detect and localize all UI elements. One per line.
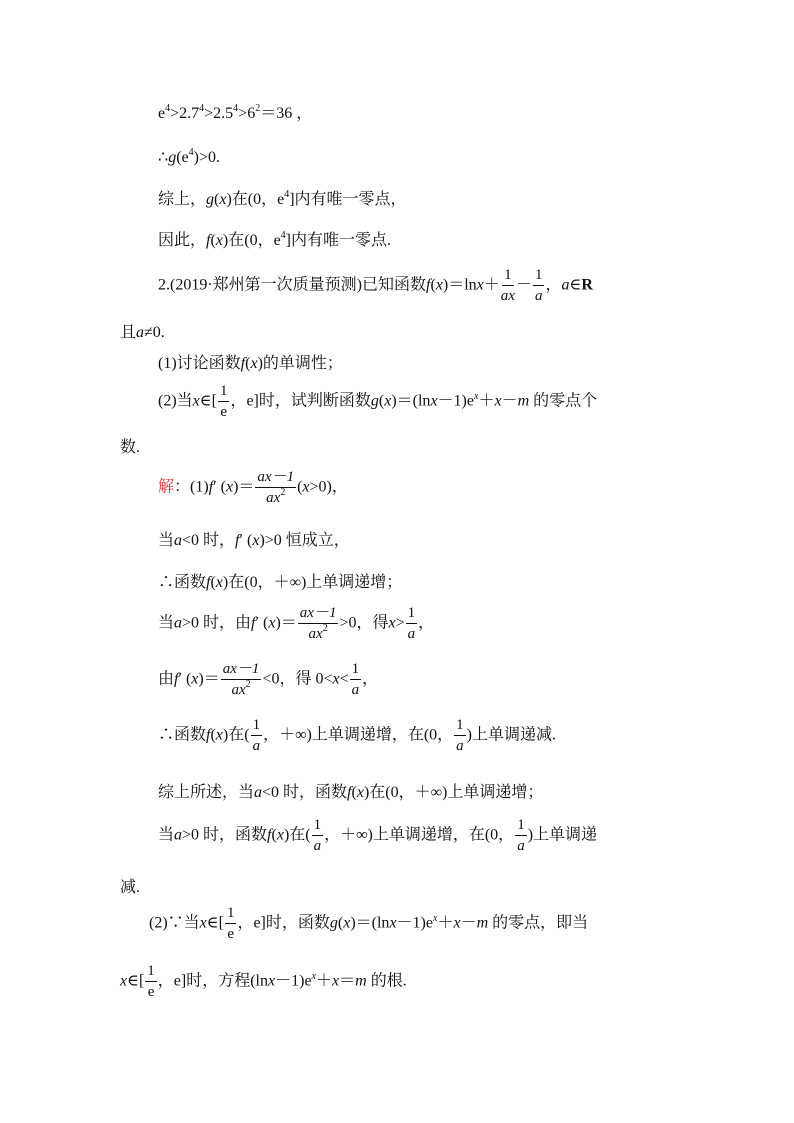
text-run: a: [136, 324, 145, 341]
text-run: )在(0，e: [222, 232, 281, 249]
text-run: ax: [500, 288, 515, 304]
text-run: f: [208, 478, 214, 496]
text-run: f: [206, 232, 211, 249]
text-run: ，: [545, 276, 562, 294]
text-run: a: [407, 626, 416, 642]
text-run: )上单调递减.: [466, 726, 556, 744]
text-run: x: [388, 614, 396, 632]
text-run: 数.: [120, 439, 141, 456]
text-run: 由: [158, 670, 175, 688]
text-run: 2: [255, 103, 261, 114]
text-run: x: [389, 914, 397, 932]
text-run: x: [225, 478, 234, 496]
text-run: x: [384, 392, 392, 410]
text-run: x: [343, 914, 351, 932]
text-run: －1)e: [396, 914, 433, 932]
text-run: e: [158, 105, 166, 122]
text-run: 2.(2019·郑州第一次质量预测)已知函数: [158, 276, 426, 294]
text-run: x: [494, 392, 502, 410]
text-run: )>0 恒成立，: [259, 532, 350, 549]
text-run: x: [302, 478, 310, 496]
solution-line-1: [158, 470, 348, 506]
fraction: [312, 818, 324, 854]
text-run: x: [268, 972, 276, 990]
text-line-3: [158, 189, 407, 208]
text-run: ，＋∞)上单调递增，在(0，: [324, 826, 515, 844]
text-run: x: [435, 276, 443, 294]
text-run: g: [168, 149, 177, 166]
text-run: 的根.: [366, 972, 407, 990]
text-run: >0 时，函数: [182, 826, 268, 844]
solution-line-8: [158, 818, 597, 854]
text-line-9: [120, 440, 140, 456]
text-run: x: [215, 232, 223, 249]
text-run: x: [276, 826, 284, 844]
text-run: )在(: [283, 826, 311, 844]
text-run: )＝: [275, 614, 297, 632]
text-run: 4: [284, 189, 290, 200]
text-run: ＋: [478, 392, 495, 410]
text-run: ，e]时，函数: [237, 914, 330, 932]
fraction: [501, 268, 515, 304]
text-run: )＝: [233, 478, 255, 496]
text-run: x: [219, 191, 227, 208]
text-run: 2: [322, 623, 328, 634]
text-run: 4: [199, 103, 205, 114]
fraction: [251, 718, 263, 754]
text-run: >0)，: [309, 478, 348, 496]
text-run: a: [456, 738, 464, 754]
text-run: x: [268, 614, 276, 632]
text-run: x: [476, 276, 484, 294]
text-run: <0，得 0<: [262, 670, 333, 688]
text-run: ＝: [339, 972, 356, 990]
text-run: ∴函数: [158, 726, 207, 744]
text-run: 2: [280, 487, 286, 498]
text-run: f: [235, 532, 240, 549]
text-run: 的零点个: [529, 392, 598, 410]
text-run: f: [426, 276, 431, 294]
text-run: x: [453, 914, 461, 932]
text-run: 4: [233, 103, 239, 114]
text-run: 1: [515, 818, 527, 836]
problem-2-heading: [158, 268, 593, 304]
text-run: )＝(ln: [350, 914, 390, 932]
text-line-7: [158, 356, 343, 372]
text-run: f: [347, 784, 352, 801]
text-run: 1: [454, 718, 466, 736]
fraction: [221, 662, 262, 698]
text-run: 且: [120, 324, 137, 341]
text-run: (e: [176, 149, 189, 166]
text-run: )在(0，e: [226, 191, 285, 208]
text-run: )＝ln: [442, 276, 477, 294]
text-run: x: [215, 574, 223, 591]
text-run: ax: [266, 490, 281, 506]
text-run: a: [254, 784, 263, 801]
text-run: (2)当: [158, 392, 193, 410]
text-run: ，e]时，方程(ln: [157, 972, 268, 990]
text-run: 当: [158, 826, 175, 844]
text-run: a: [252, 738, 261, 754]
text-run: g: [370, 392, 379, 410]
text-run: 1: [533, 268, 545, 286]
text-run: e: [227, 926, 235, 942]
text-run: x: [311, 970, 316, 982]
text-run: >2.5: [204, 105, 234, 122]
text-line-6: [120, 325, 165, 341]
text-line-2: [158, 147, 220, 166]
text-run: x: [332, 972, 340, 990]
solution-line-6: [158, 718, 556, 754]
text-run: f: [251, 614, 256, 632]
text-run: 1: [406, 606, 418, 624]
text-run: 综上所述，当: [158, 784, 255, 801]
text-run: ax: [308, 626, 323, 642]
text-run: x: [356, 784, 364, 801]
text-run: (: [337, 914, 344, 932]
text-run: a: [517, 838, 525, 854]
text-run: >0 时，由: [182, 614, 252, 632]
text-run: 综上，: [158, 191, 207, 208]
text-run: )在(0，＋∞)上单调递增；: [222, 574, 403, 591]
text-run: ]内有唯一零点.: [285, 232, 392, 249]
text-run: <0 时，: [182, 532, 236, 549]
fraction: [454, 718, 466, 754]
text-run: ：(1): [174, 478, 209, 496]
text-run: m: [517, 392, 530, 410]
text-run: 的零点，即当: [488, 914, 589, 932]
text-run: 1: [350, 662, 362, 680]
text-run: >: [395, 614, 405, 632]
text-run: x: [199, 914, 207, 932]
text-run: ＋: [437, 914, 454, 932]
text-run: f: [206, 726, 211, 744]
text-run: 因此，: [158, 232, 207, 249]
text-run: ax: [231, 682, 246, 698]
fraction: [145, 964, 157, 1000]
text-run: )上单调递: [527, 826, 598, 844]
text-run: (: [214, 191, 220, 208]
text-run: 1: [502, 268, 514, 286]
text-run: －: [460, 914, 477, 932]
text-run: <0 时，函数: [262, 784, 348, 801]
text-run: m: [476, 914, 489, 932]
text-run: －: [515, 276, 532, 294]
text-run: >0，得: [339, 614, 389, 632]
text-run: 2: [245, 679, 251, 690]
text-run: g: [329, 914, 338, 932]
text-run: 1: [218, 384, 230, 402]
fraction: [218, 384, 230, 420]
text-run: (: [430, 276, 436, 294]
solution-line-3: [158, 575, 402, 591]
text-run: －1)e: [275, 972, 312, 990]
text-run: ∈[: [199, 392, 217, 410]
solution-line-9: [120, 880, 140, 896]
solution-label: 解: [158, 478, 175, 496]
text-run: (: [351, 784, 357, 801]
text-run: ∴: [158, 149, 169, 166]
solution-line-11: [120, 964, 407, 1000]
text-run: x: [430, 392, 438, 410]
text-run: －: [501, 392, 518, 410]
text-run: (: [210, 232, 216, 249]
text-run: a: [561, 276, 570, 294]
text-run: ，＋∞)上单调递增，在(0，: [263, 726, 454, 744]
text-run: 当: [158, 532, 175, 549]
text-run: ，: [418, 614, 435, 632]
text-run: m: [355, 972, 367, 990]
text-run: x: [473, 390, 479, 402]
text-run: )的单调性；: [257, 355, 343, 372]
text-run: ∈[: [206, 914, 224, 932]
text-run: 1: [225, 906, 237, 924]
text-run: (1)讨论函数: [158, 355, 241, 372]
text-run: 减.: [120, 879, 141, 896]
fraction: [515, 818, 527, 854]
text-run: ∈: [569, 276, 582, 294]
text-run: ≠0.: [144, 324, 165, 341]
text-run: x: [250, 355, 258, 372]
text-run: a: [174, 826, 183, 844]
text-run: f: [206, 574, 211, 591]
text-run: (: [297, 478, 303, 496]
text-run: ax－1: [255, 470, 296, 488]
text-run: ＋: [316, 972, 333, 990]
text-run: ，: [362, 670, 379, 688]
text-run: 4: [165, 103, 171, 114]
solution-line-7: [158, 785, 543, 801]
solution-line-2: [158, 533, 350, 549]
text-run: ′ (: [178, 670, 192, 688]
fraction: [533, 268, 545, 304]
text-run: e: [147, 984, 155, 1000]
text-line-4: [158, 230, 392, 249]
text-run: (: [271, 826, 277, 844]
text-run: )>0.: [193, 149, 220, 166]
text-run: )在(0，＋∞)上单调递增；: [363, 784, 544, 801]
text-line-8: [158, 384, 597, 420]
text-run: (2)∵当: [149, 914, 200, 932]
text-run: )在(: [222, 726, 250, 744]
fraction: [350, 662, 362, 698]
fraction: [225, 906, 237, 942]
text-run: >2.7: [170, 105, 200, 122]
text-run: x: [252, 532, 260, 549]
text-run: (: [378, 392, 385, 410]
text-run: ∴函数: [158, 574, 207, 591]
text-run: R: [581, 276, 593, 294]
text-run: x: [192, 392, 200, 410]
text-run: 1: [145, 964, 157, 982]
text-run: f: [267, 826, 272, 844]
text-run: f: [240, 355, 246, 372]
text-run: a: [174, 532, 183, 549]
text-line-1: [158, 103, 313, 122]
text-run: ，e]时，试判断函数: [230, 392, 371, 410]
text-run: x: [332, 670, 340, 688]
fraction: [255, 470, 296, 506]
text-run: f: [174, 670, 179, 688]
text-run: >6: [238, 105, 256, 122]
text-run: x: [215, 726, 223, 744]
solution-line-10: [149, 906, 588, 942]
text-run: )＝: [198, 670, 220, 688]
text-run: ax－1: [298, 606, 339, 624]
text-run: ]内有唯一零点，: [289, 191, 407, 208]
text-run: e: [220, 404, 228, 420]
text-run: ′ (: [255, 614, 269, 632]
text-run: a: [534, 288, 543, 304]
text-run: ′ (: [213, 478, 226, 496]
text-run: a: [351, 682, 360, 698]
text-run: (: [210, 574, 216, 591]
text-run: 4: [280, 230, 286, 241]
text-run: ′ (: [239, 532, 253, 549]
text-run: x: [191, 670, 199, 688]
solution-line-4: [158, 606, 434, 642]
text-run: a: [174, 614, 183, 632]
text-run: －1)e: [437, 392, 474, 410]
text-run: ＋: [483, 276, 500, 294]
fraction: [298, 606, 339, 642]
text-run: ax－1: [221, 662, 262, 680]
text-run: g: [206, 191, 215, 208]
text-run: a: [313, 838, 322, 854]
text-run: 1: [251, 718, 263, 736]
text-run: 4: [188, 147, 194, 158]
text-run: )＝(ln: [391, 392, 431, 410]
text-run: ∈[: [127, 972, 145, 990]
text-run: 当: [158, 614, 175, 632]
text-run: (: [210, 726, 216, 744]
text-run: (: [245, 355, 251, 372]
text-run: 1: [312, 818, 324, 836]
text-run: <: [339, 670, 349, 688]
text-run: ＝36 ，: [260, 105, 313, 122]
solution-line-5: [158, 662, 378, 698]
text-run: x: [432, 912, 438, 924]
fraction: [406, 606, 418, 642]
text-run: x: [120, 972, 128, 990]
